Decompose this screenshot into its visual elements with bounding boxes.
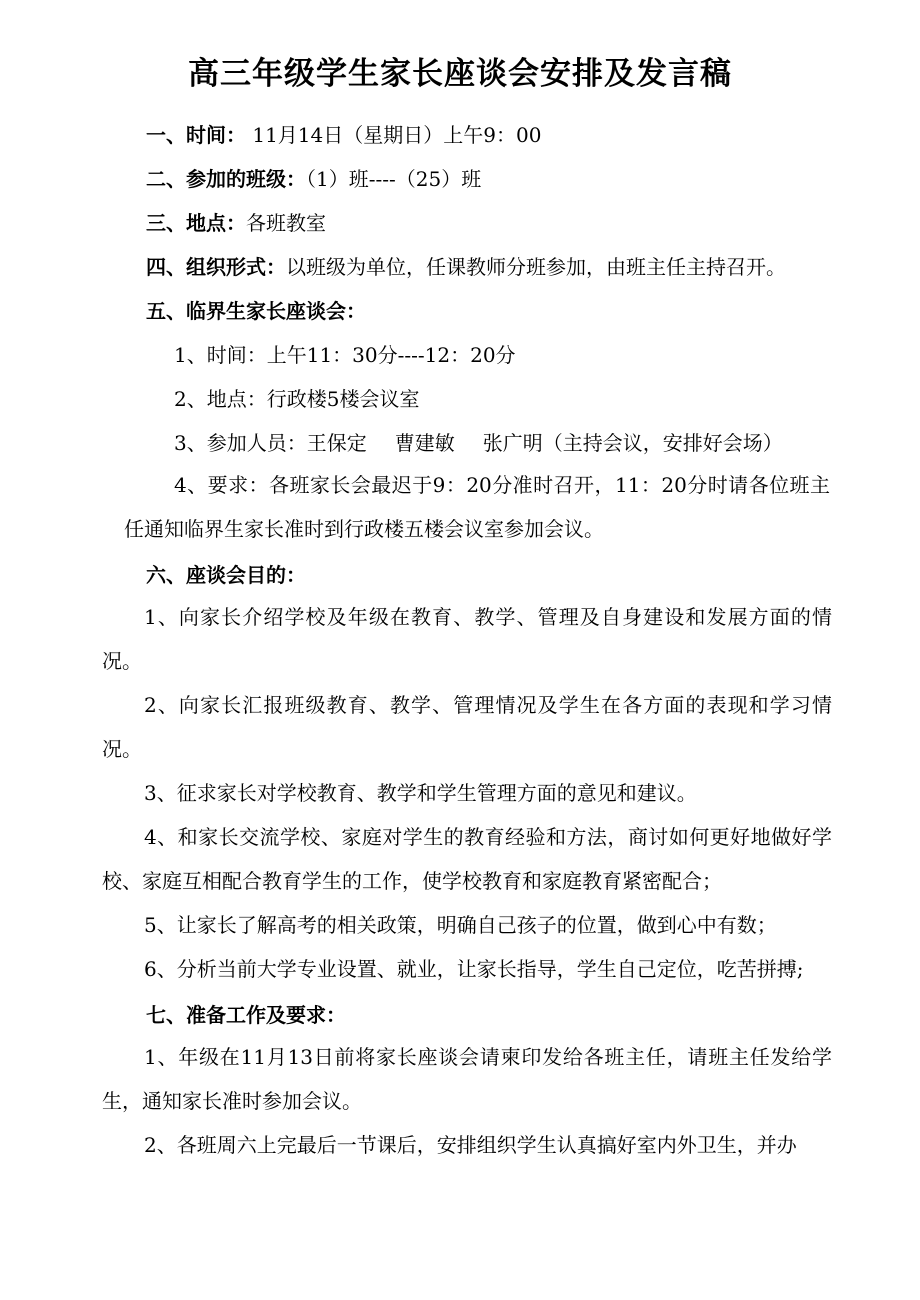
section7-heading: 七、准备工作及要求： [146, 1003, 346, 1027]
format-line [146, 253, 786, 281]
section6-item: 2、向家长汇报班级教育、教学、管理情况及学生在各方面的表现和学习情况。 [102, 693, 832, 761]
section5-heading: 五、临界生家长座谈会： [146, 299, 366, 323]
section7-item: 1、年级在11月13日前将家长座谈会请柬印发给各班主任，请班主任发给学生，通知家长准时参加会议。 [102, 1045, 832, 1113]
section7-item: 2、各班周六上完最后一节课后，安排组织学生认真搞好室内外卫生，并办 [144, 1133, 797, 1157]
attendees-label: 3、参加人员： [174, 431, 307, 455]
time-line [146, 121, 541, 149]
time-value: 11月14日（星期日）上午9：00 [246, 123, 542, 147]
section5-time: 1、时间：上午11：30分----12：20分 [174, 343, 516, 367]
section5-requirement: 4、要求：各班家长会最迟于9：20分准时召开，11：20分时请各位班主任通知临界生家长准时到行政楼五楼会议室参加会议。 [124, 473, 830, 541]
attendee-name: 曹建敏 [394, 431, 455, 455]
classes-line [146, 165, 481, 193]
time-label: 一、时间： [146, 123, 246, 147]
section6-item: 5、让家长了解高考的相关政策，明确自己孩子的位置，做到心中有数； [144, 913, 777, 937]
classes-label: 二、参加的班级： [146, 167, 306, 191]
section5-location: 2、地点：行政楼5楼会议室 [174, 387, 420, 411]
attendee-name: 张广明（主持会议，安排好会场） [482, 431, 783, 455]
format-label: 四、组织形式： [146, 255, 286, 279]
document-title: 高三年级学生家长座谈会安排及发言稿 [188, 56, 732, 92]
section6-item: 6、分析当前大学专业设置、就业，让家长指导，学生自己定位，吃苦拼搏; [144, 957, 804, 981]
section6-item: 4、和家长交流学校、家庭对学生的教育经验和方法，商讨如何更好地做好学校、家庭互相配合教育学生的工作，使学校教育和家庭教育紧密配合； [102, 825, 832, 893]
location-value: 各班教室 [246, 211, 326, 235]
section6-heading: 六、座谈会目的： [146, 563, 306, 587]
section5-attendees [174, 429, 783, 457]
classes-value: （1）班----（25）班 [306, 167, 482, 191]
location-label: 三、地点： [146, 211, 246, 235]
section6-item: 3、征求家长对学校教育、教学和学生管理方面的意见和建议。 [144, 781, 697, 805]
attendee-name: 王保定 [306, 431, 367, 455]
location-line [146, 209, 326, 237]
section6-item: 1、向家长介绍学校及年级在教育、教学、管理及自身建设和发展方面的情况。 [102, 605, 832, 673]
format-value: 以班级为单位，任课教师分班参加，由班主任主持召开。 [286, 255, 786, 279]
